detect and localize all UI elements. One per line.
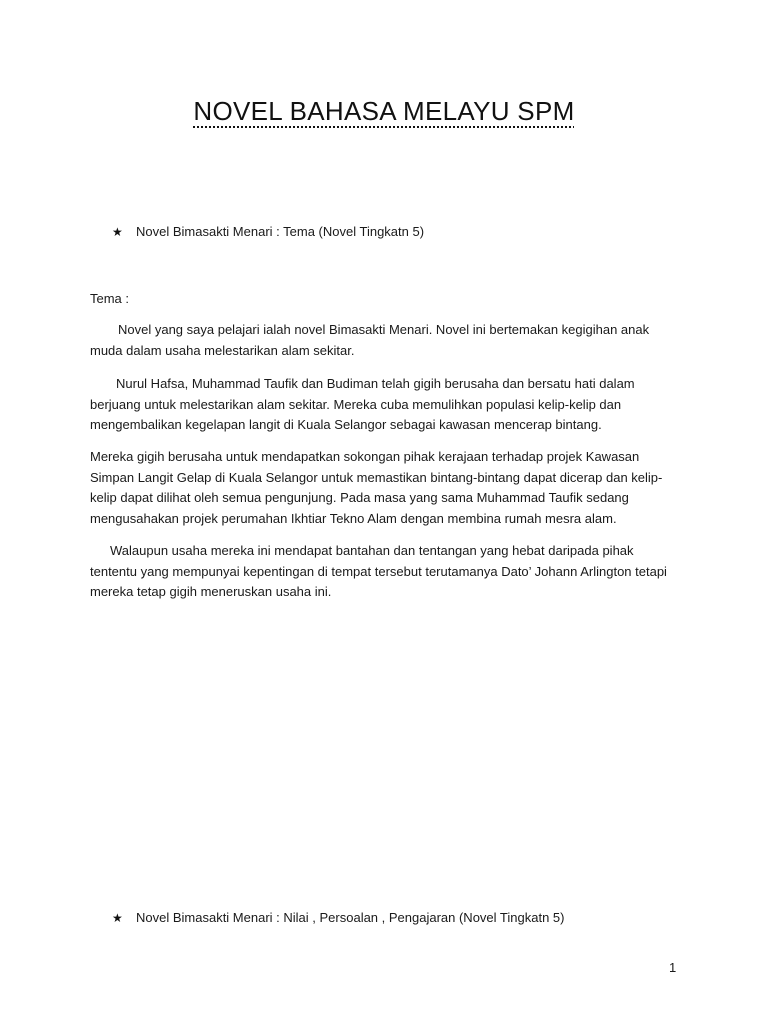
star-icon: ★ <box>112 910 123 925</box>
paragraph: Nurul Hafsa, Muhammad Taufik dan Budiman telah gigih berusaha dan bersatu hati dalam berjuang untuk melestarikan alam sekitar. Mereka cuba memulihkan populasi kelip-kelip dan mengembalikan kegelapan langit di Kuala Selangor sebagai kawasan mencerap bintang. <box>90 376 635 432</box>
section-label: Tema : <box>90 291 130 306</box>
bullet-item-nilai <box>112 910 564 925</box>
paragraph: Mereka gigih berusaha untuk mendapatkan sokongan pihak kerajaan terhadap projek Kawasan Simpan Langit Gelap di Kuala Selangor untuk memastikan bintang-bintang dapat dicerap dan kelip-kelip dapat dilihat oleh semua pengunjung. Pada masa yang sama Muhammad Taufik sedang mengusahakan projek perumahan Ikhtiar Tekno Alam dengan membina rumah mesra alam. <box>90 449 663 526</box>
document-title-text: NOVEL BAHASA MELAYU SPM <box>193 96 575 126</box>
bullet-item-text: Novel Bimasakti Menari : Nilai , Persoalan , Pengajaran (Novel Tingkatn 5) <box>136 910 565 925</box>
star-icon: ★ <box>112 224 123 239</box>
bullet-item-tema <box>112 224 424 239</box>
document-title <box>0 96 768 127</box>
bullet-item-text: Novel Bimasakti Menari : Tema (Novel Tingkatn 5) <box>136 224 425 239</box>
paragraph: Novel yang saya pelajari ialah novel Bimasakti Menari. Novel ini bertemakan kegigihan anak muda dalam usaha melestarikan alam sekitar. <box>90 322 650 358</box>
paragraph: Walaupun usaha mereka ini mendapat bantahan dan tentangan yang hebat daripada pihak tententu yang mempunyai kepentingan di tempat tersebut terutamanya Dato’ Johann Arlington tetapi mereka tetap gigih meneruskan usaha ini. <box>90 543 667 599</box>
page-number: 1 <box>669 960 677 975</box>
